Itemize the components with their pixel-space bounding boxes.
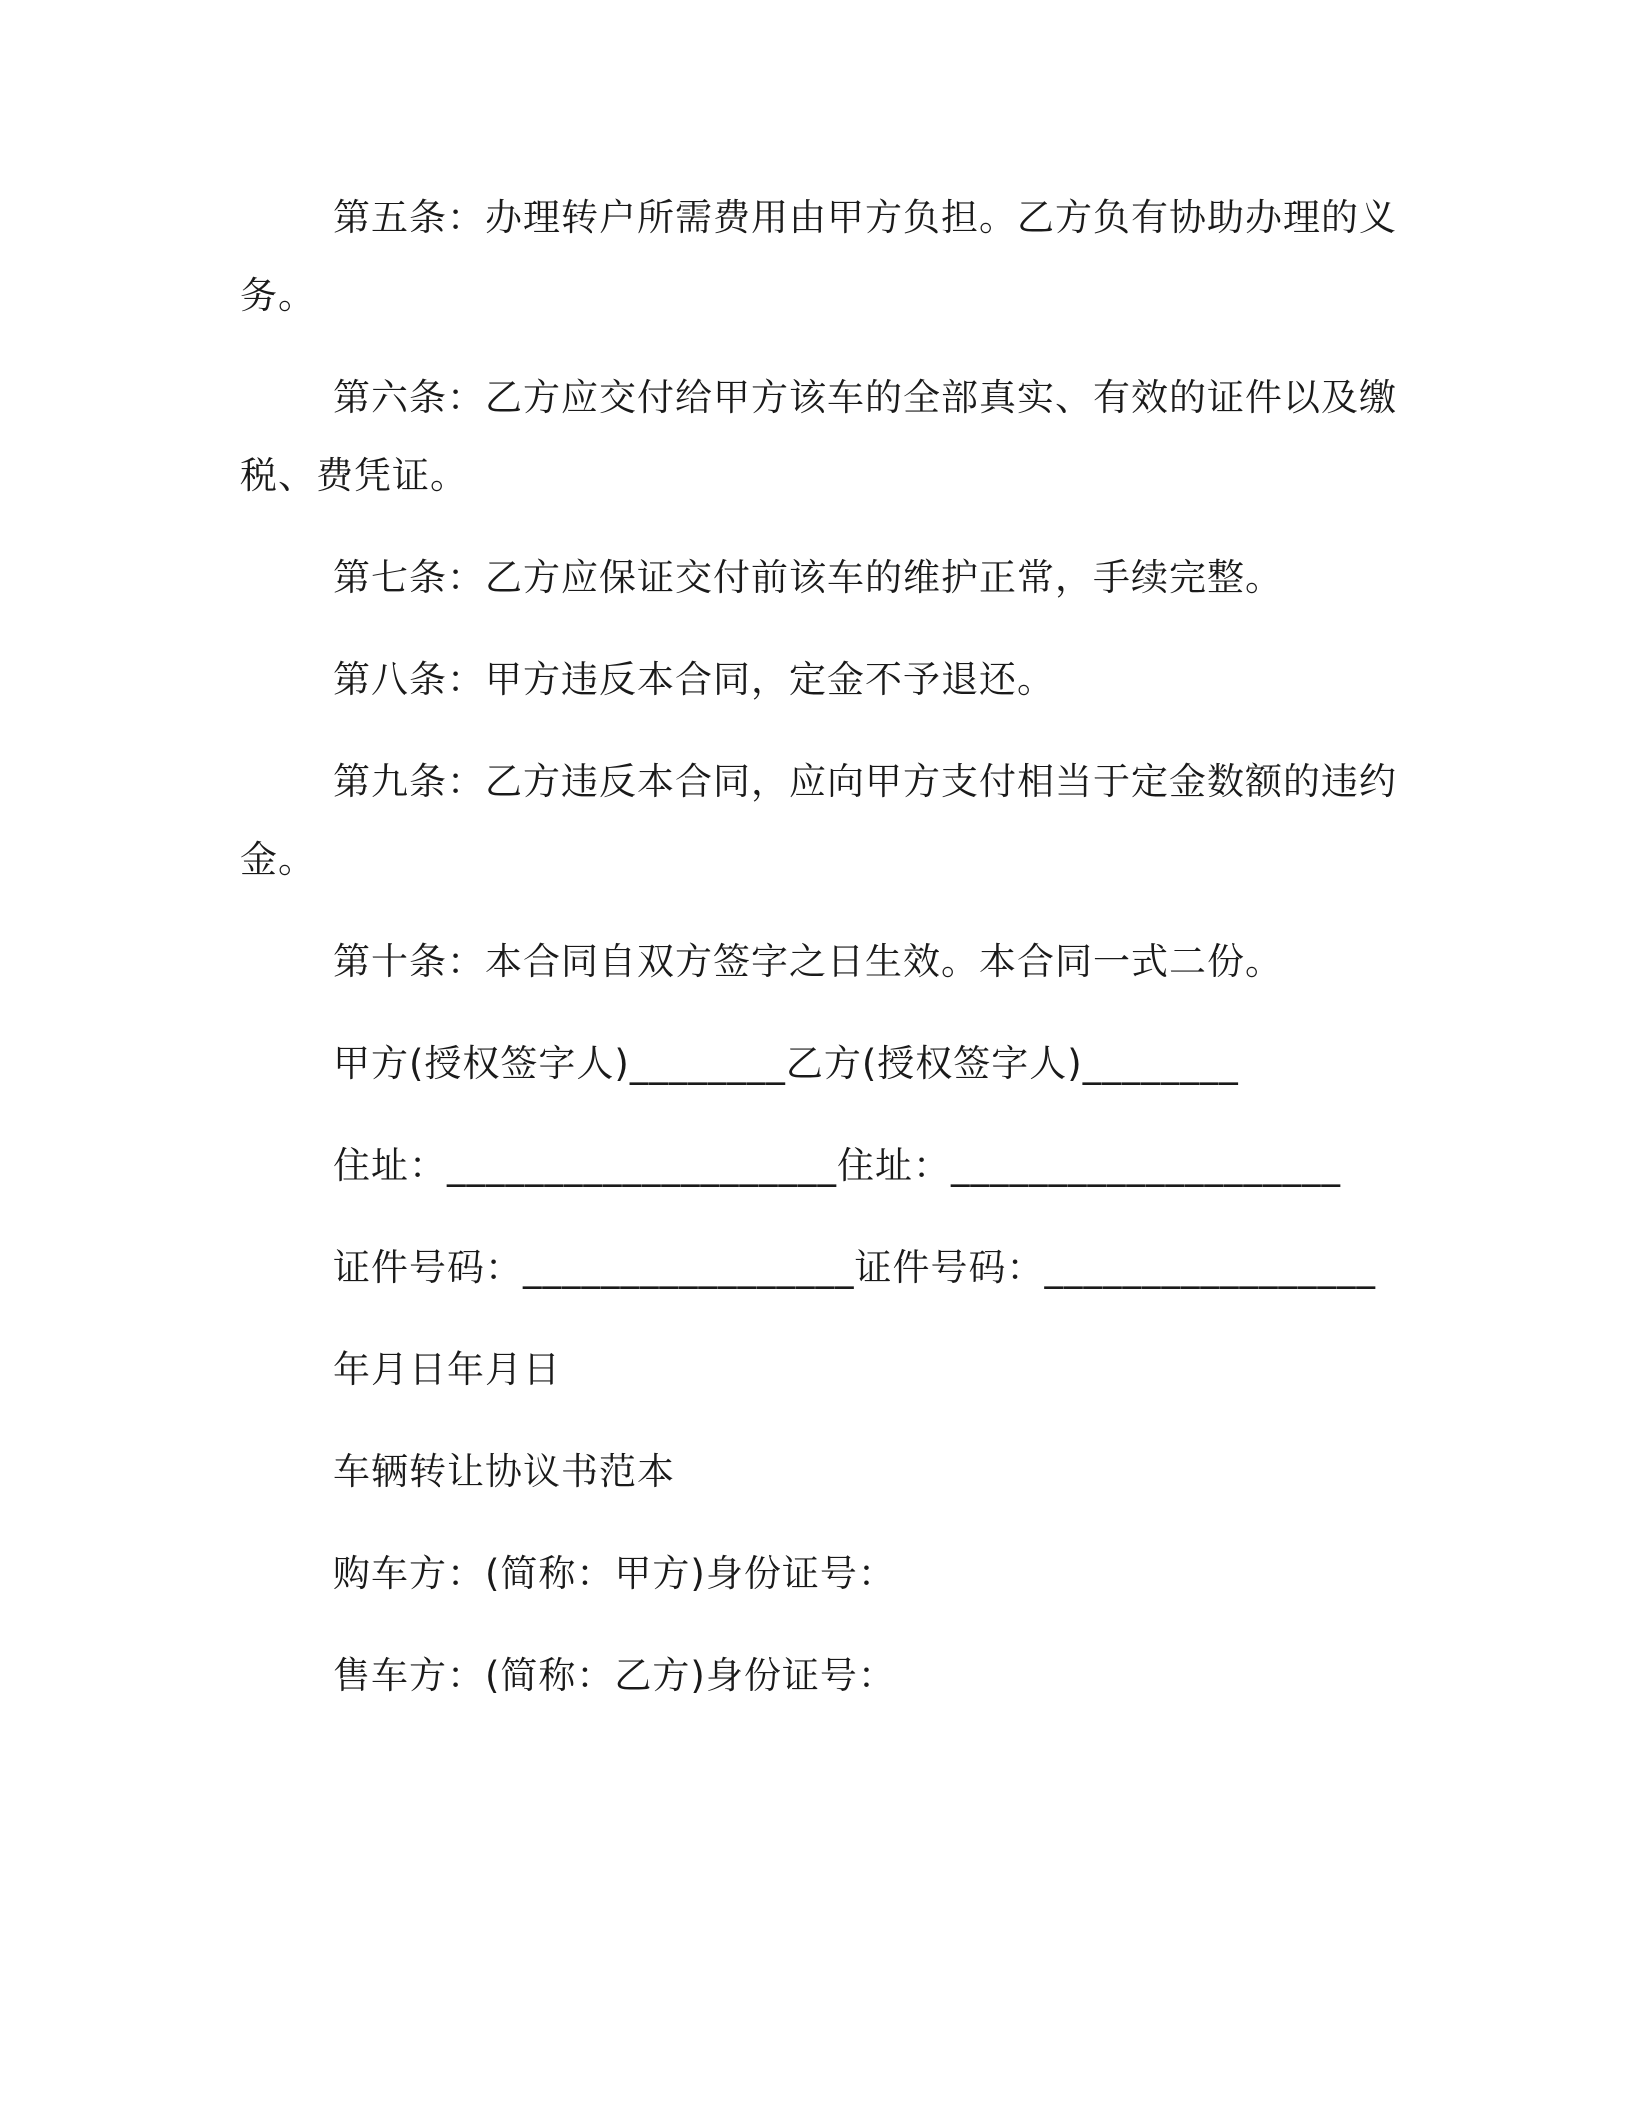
signatory-line: 甲方(授权签字人)________乙方(授权签字人)________: [333, 1042, 1239, 1085]
clause-6-line-1: 第六条：乙方应交付给甲方该车的全部真实、有效的证件以及缴: [333, 376, 1397, 419]
date-line: 年月日年月日: [333, 1348, 561, 1391]
id-number-line: 证件号码：_________________证件号码：_________________: [333, 1246, 1376, 1289]
buyer-line: 购车方：(简称：甲方)身份证号：: [333, 1552, 896, 1595]
document-title: 车辆转让协议书范本: [333, 1450, 675, 1493]
clause-5-line-1: 第五条：办理转户所需费用由甲方负担。乙方负有协助办理的义: [333, 196, 1397, 239]
seller-line: 售车方：(简称：乙方)身份证号：: [333, 1654, 896, 1697]
clause-10: 第十条：本合同自双方签字之日生效。本合同一式二份。: [333, 940, 1283, 983]
clause-9-line-2: 金。: [240, 838, 316, 881]
clause-9-line-1: 第九条：乙方违反本合同，应向甲方支付相当于定金数额的违约: [333, 760, 1397, 803]
clause-6-line-2: 税、费凭证。: [240, 454, 468, 497]
clause-5-line-2: 务。: [240, 274, 316, 317]
address-line: 住址：____________________住址：____________________: [333, 1144, 1341, 1187]
clause-7: 第七条：乙方应保证交付前该车的维护正常，手续完整。: [333, 556, 1283, 599]
clause-8: 第八条：甲方违反本合同，定金不予退还。: [333, 658, 1055, 701]
